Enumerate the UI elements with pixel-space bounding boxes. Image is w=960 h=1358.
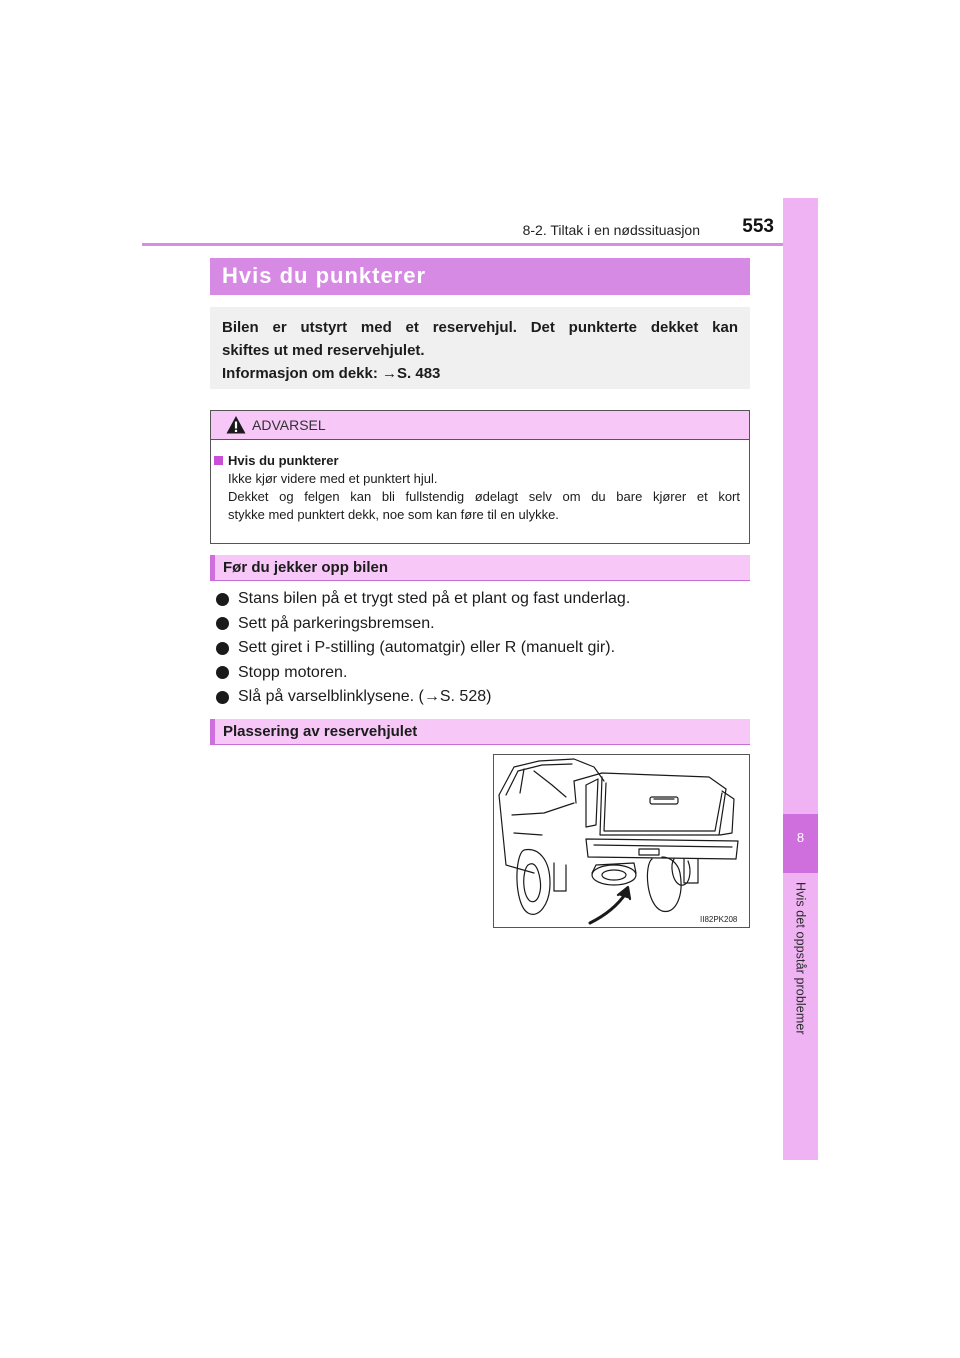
warning-line-2: Dekket og felgen kan bli fullstendig ødelagt selv om du bare kjører et kort bbox=[228, 489, 740, 504]
bullet-icon bbox=[216, 666, 229, 679]
intro-line-3: Informasjon om dekk: →S. 483 bbox=[222, 365, 441, 382]
bullet-icon bbox=[216, 642, 229, 655]
list-item-text: Sett på parkeringsbremsen. bbox=[238, 614, 435, 632]
list-item bbox=[216, 685, 736, 710]
chapter-number: 8 bbox=[796, 830, 805, 845]
spare-tire-illustration bbox=[493, 754, 750, 928]
warning-body bbox=[214, 452, 740, 524]
square-bullet-icon bbox=[214, 456, 223, 465]
section-heading-spare-location bbox=[210, 719, 750, 745]
list-item-text: Stopp motoren. bbox=[238, 663, 348, 681]
warning-label: ADVARSEL bbox=[252, 417, 326, 433]
bullet-icon bbox=[216, 593, 229, 606]
warning-line-3: stykke med punktert dekk, noe som kan føre til en ulykke. bbox=[228, 507, 559, 522]
section-heading-text: Før du jekker opp bilen bbox=[223, 559, 389, 576]
intro-line-2: skiftes ut med reservehjulet. bbox=[222, 342, 425, 359]
warning-subheading bbox=[214, 452, 740, 470]
list-item-text: Slå på varselblinklysene. (→S. 528) bbox=[238, 688, 492, 706]
pickup-rear-drawing bbox=[494, 755, 749, 927]
bullet-icon bbox=[216, 691, 229, 704]
page-number: 553 bbox=[742, 216, 774, 237]
section-heading-before-jacking bbox=[210, 555, 750, 581]
warning-subheading-text: Hvis du punkterer bbox=[228, 453, 339, 468]
illustration-code: II82PK208 bbox=[700, 915, 738, 924]
chapter-title: 8-2. Tiltak i en nødssituasjon bbox=[522, 222, 700, 238]
page-title: Hvis du punkterer bbox=[222, 263, 427, 288]
section-heading-text: Plassering av reservehjulet bbox=[223, 723, 418, 740]
list-item bbox=[216, 636, 736, 661]
list-item-text: Stans bilen på et trygt sted på et plant og fast underlag. bbox=[238, 590, 631, 608]
bullet-icon bbox=[216, 617, 229, 630]
warning-triangle-icon bbox=[226, 415, 246, 435]
chapter-name-text: Hvis det oppstår problemer bbox=[793, 882, 808, 1035]
list-item bbox=[216, 661, 736, 686]
list-item bbox=[216, 612, 736, 637]
section-accent-bar bbox=[210, 719, 215, 744]
intro-box bbox=[210, 307, 750, 389]
list-item-text: Sett giret i P-stilling (automatgir) eller R (manuelt gir). bbox=[238, 639, 616, 657]
warning-text bbox=[214, 470, 740, 524]
chapter-name bbox=[783, 882, 818, 1062]
section-accent-bar bbox=[210, 555, 215, 580]
header-divider bbox=[142, 243, 818, 246]
preparation-steps-list bbox=[216, 587, 736, 710]
list-item bbox=[216, 587, 736, 612]
warning-line-1: Ikke kjør videre med et punktert hjul. bbox=[228, 471, 438, 486]
intro-line-1: Bilen er utstyrt med et reservehjul. Det punkterte dekket kan bbox=[222, 319, 738, 336]
